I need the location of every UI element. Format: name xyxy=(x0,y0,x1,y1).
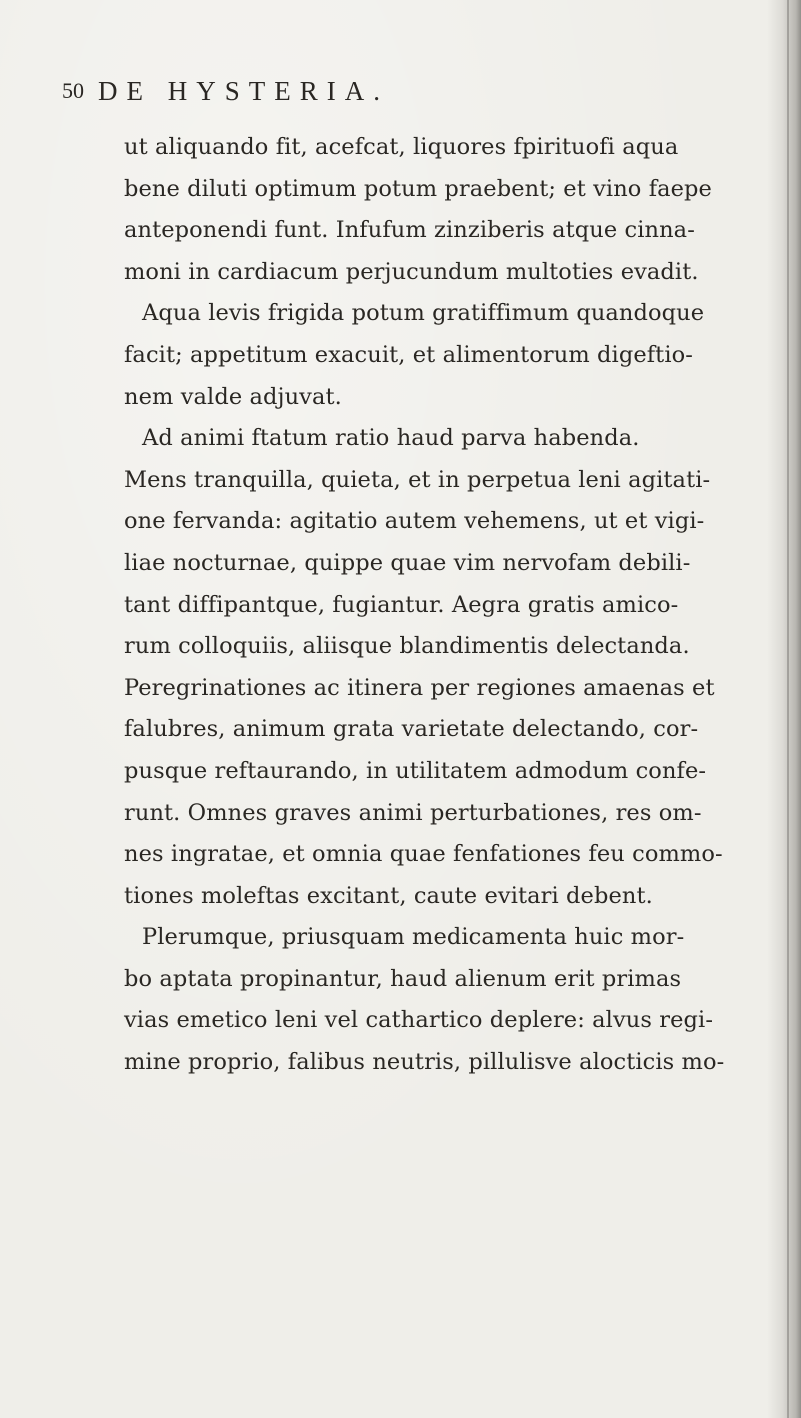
page-number: 50 xyxy=(62,78,84,103)
text-line: runt. Omnes graves animi perturbationes, res om- xyxy=(124,799,702,826)
text-line: tiones moleftas excitant, caute evitari debent. xyxy=(124,882,653,909)
page-header xyxy=(62,76,762,116)
page-edge-line xyxy=(787,0,789,1418)
text-line: liae nocturnae, quippe quae vim nervofam debili- xyxy=(124,549,691,576)
text-line: falubres, animum grata varietate delectando, cor- xyxy=(124,716,699,743)
text-line: ut aliquando fit, acefcat, liquores fpirituofi aqua xyxy=(124,134,679,160)
text-line: bo aptata propinantur, haud alienum erit primas xyxy=(124,965,682,992)
page-edge-shadow xyxy=(767,0,801,1418)
text-line: nes ingratae, et omnia quae fenfationes feu commo- xyxy=(124,841,723,868)
text-line: mine proprio, falibus neutris, pillulisve alocticis mo- xyxy=(124,1049,725,1076)
text-line: vias emetico leni vel cathartico deplere: alvus regi- xyxy=(124,1007,714,1034)
text-line: nem valde adjuvat. xyxy=(124,383,342,410)
text-line: moni in cardiacum perjucundum multoties evadit. xyxy=(124,258,699,285)
text-line: Plerumque, priusquam medicamenta huic mor- xyxy=(142,924,685,951)
text-line: Mens tranquilla, quieta, et in perpetua leni agitati- xyxy=(124,466,711,493)
text-line: Peregrinationes ac itinera per regiones amaenas et xyxy=(124,674,715,701)
text-line: one fervanda: agitatio autem vehemens, ut et vigi- xyxy=(124,508,705,535)
text-line: tant diffipantque, fugiantur. Aegra gratis amico- xyxy=(124,591,679,618)
text-line: Aqua levis frigida potum gratiffimum quandoque xyxy=(142,300,705,327)
text-line: Ad animi ftatum ratio haud parva habenda. xyxy=(142,425,640,452)
body-text xyxy=(124,127,764,1084)
text-line: bene diluti optimum potum praebent; et vino faepe xyxy=(124,175,712,202)
text-line: pusque reftaurando, in utilitatem admodum confe- xyxy=(124,757,707,784)
running-title: DE HYSTERIA. xyxy=(98,76,389,106)
text-line: facit; appetitum exacuit, et alimentorum digeftio- xyxy=(124,341,693,368)
text-line: rum colloquiis, aliisque blandimentis delectanda. xyxy=(124,633,690,660)
text-line: anteponendi funt. Infufum zinziberis atque cinna- xyxy=(124,217,695,244)
